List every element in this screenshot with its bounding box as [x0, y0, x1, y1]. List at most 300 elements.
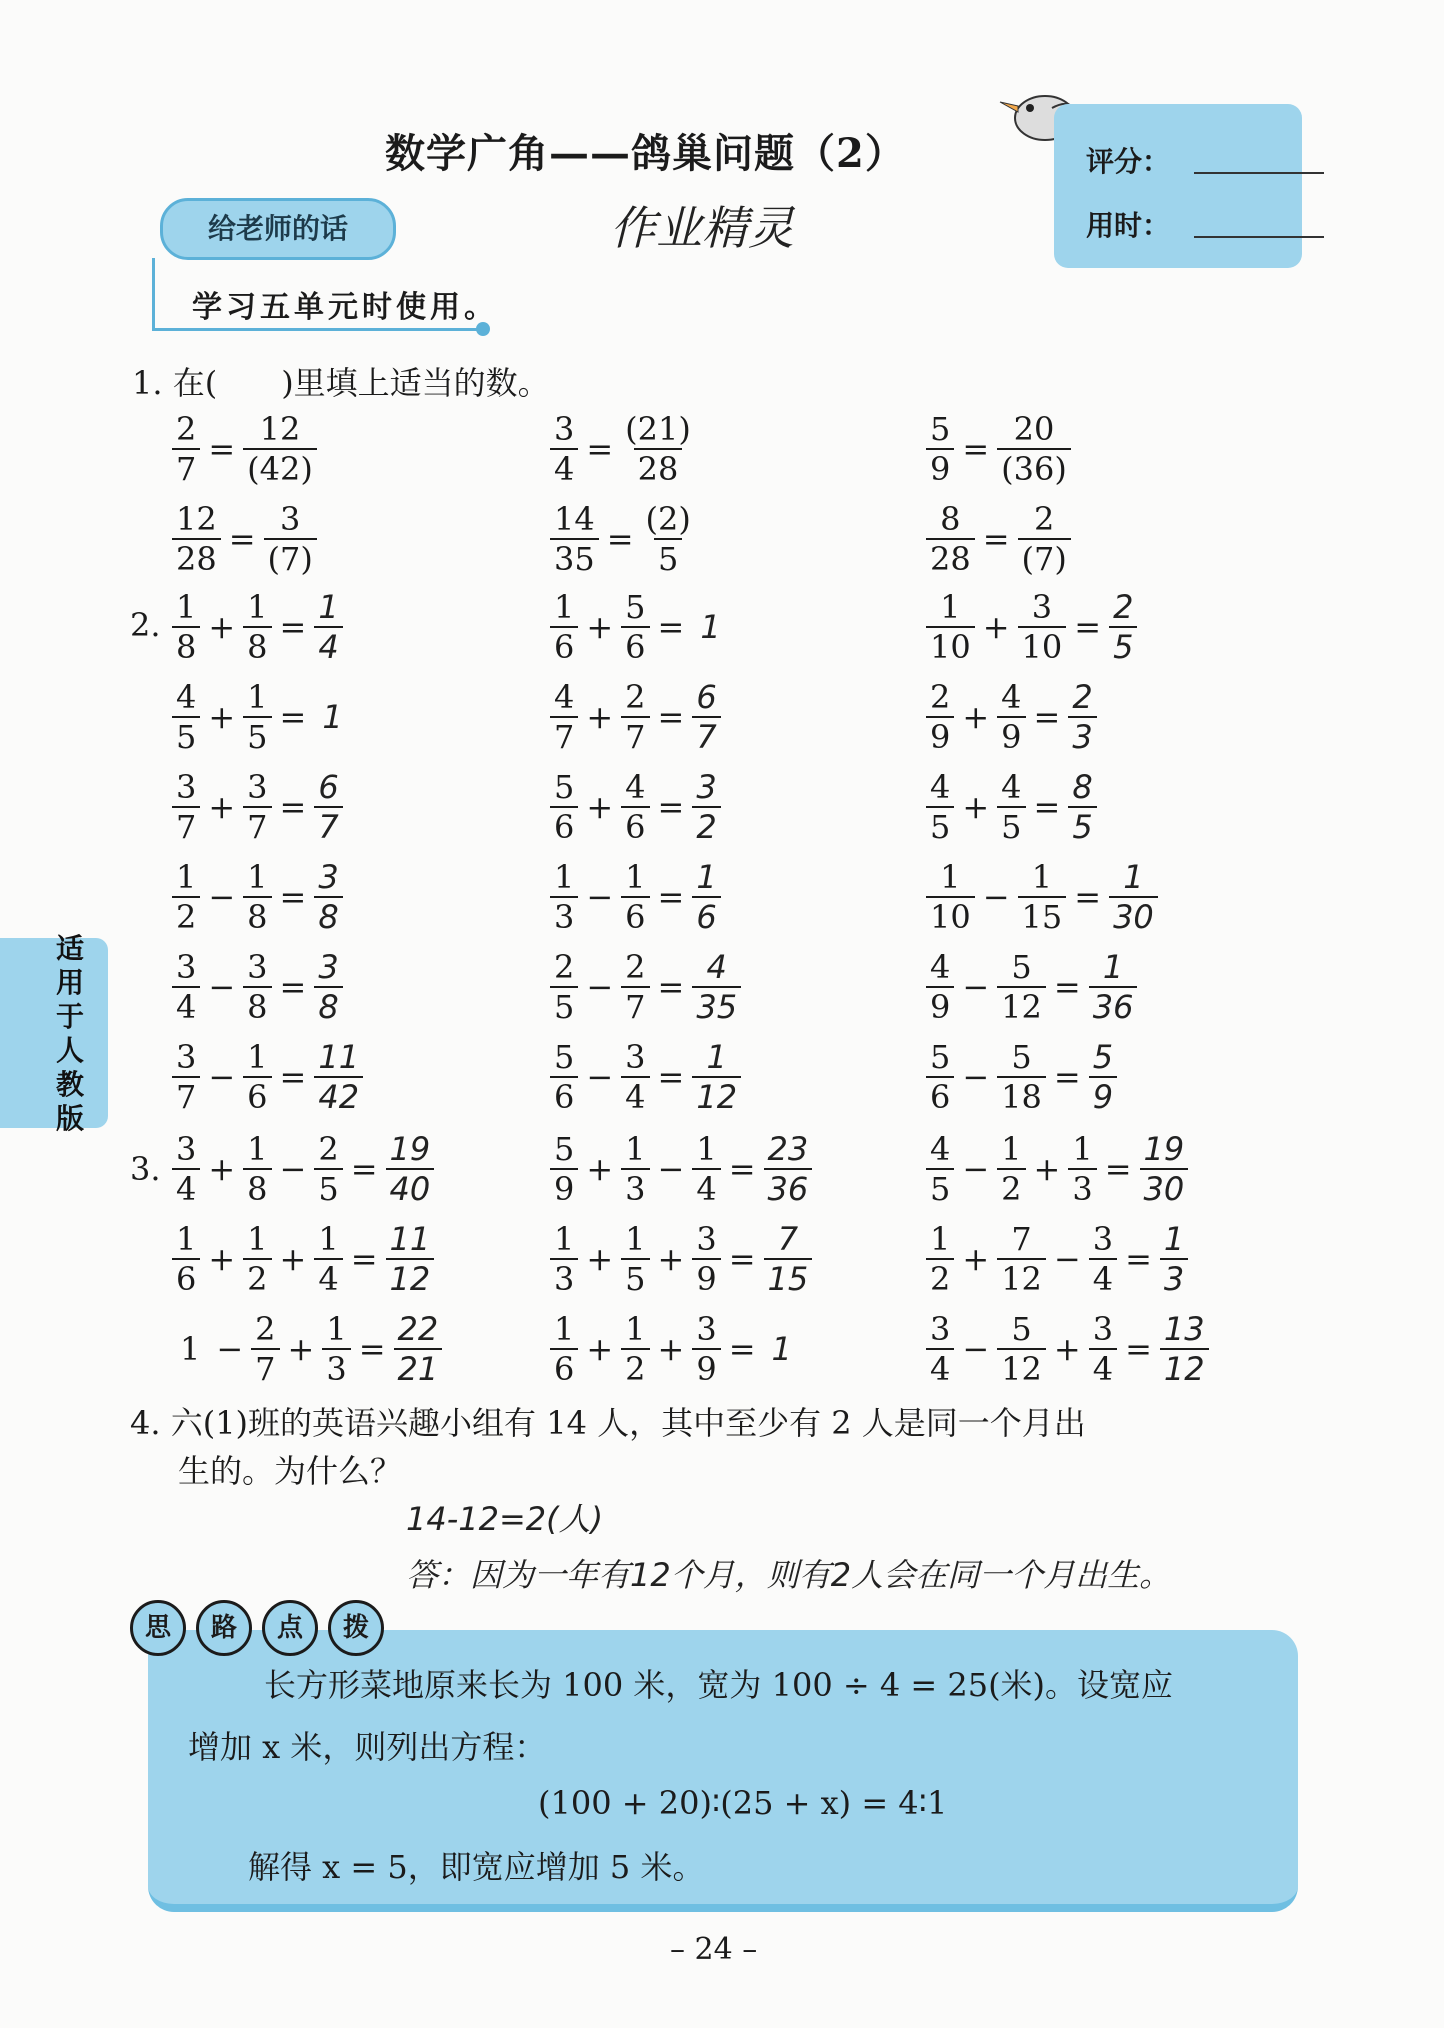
q3-item: [926, 1130, 1188, 1210]
numerator: 4: [625, 768, 646, 806]
equals-sign: =: [1033, 788, 1061, 826]
denominator: 7: [172, 1076, 200, 1116]
numerator: 4: [930, 1130, 951, 1168]
numerator: 19: [1143, 1130, 1185, 1168]
denominator: 7: [621, 716, 649, 756]
numerator: 7: [1011, 1220, 1032, 1258]
denominator: 6: [621, 896, 649, 936]
denominator: 5: [997, 806, 1025, 846]
denominator: 18: [997, 1076, 1046, 1116]
equals-sign: =: [982, 520, 1010, 558]
answer: [692, 678, 720, 756]
operand-b: [997, 768, 1025, 846]
operand-a: [926, 948, 954, 1026]
operand-a: [172, 948, 200, 1026]
equals-sign: =: [657, 878, 685, 916]
numerator: 5: [625, 588, 646, 626]
numerator: 1: [176, 858, 197, 896]
denominator: 3: [1160, 1258, 1188, 1298]
score-field[interactable]: [1194, 142, 1324, 174]
operand-b: [621, 858, 649, 936]
q1-left-fraction: [172, 500, 221, 578]
term: [172, 1220, 200, 1298]
q2-item: [172, 948, 343, 1028]
numerator: 1: [696, 1130, 717, 1168]
q2-item: [550, 1038, 741, 1118]
q1-item: [926, 410, 1071, 490]
q1-item: [550, 410, 695, 490]
denominator: 7: [621, 986, 649, 1026]
q2-item: [172, 858, 343, 938]
numerator: 3: [318, 858, 339, 896]
term: 1: [180, 1330, 201, 1368]
numerator: 2: [176, 410, 197, 448]
q4-work: 14-12=2(人): [406, 1500, 604, 1538]
score-box: [1054, 104, 1302, 268]
operand-b: [243, 948, 271, 1026]
answer: [692, 768, 720, 846]
equals-sign: =: [279, 1058, 307, 1096]
answer: [692, 858, 720, 936]
numerator: (21): [625, 410, 691, 448]
operand-a: [550, 768, 578, 846]
denominator: 9: [926, 448, 954, 488]
term: [314, 1220, 342, 1298]
denominator: (42): [243, 448, 317, 488]
equals-sign: =: [1074, 608, 1102, 646]
operand-b: [243, 1038, 271, 1116]
denominator: 5: [314, 1168, 342, 1208]
denominator: 5: [550, 986, 578, 1026]
q3-item: [926, 1220, 1188, 1300]
operator: +: [208, 788, 236, 826]
operator: −: [586, 1058, 614, 1096]
numerator: 3: [176, 948, 197, 986]
operator: +: [208, 608, 236, 646]
denominator: 2: [172, 896, 200, 936]
term: +: [1053, 1330, 1081, 1368]
operand-b: [243, 588, 271, 666]
denominator: 35: [692, 986, 741, 1026]
denominator: (7): [1018, 538, 1071, 578]
term: [550, 1220, 578, 1298]
term: [926, 1220, 954, 1298]
handwritten-title: 作业精灵: [610, 201, 794, 255]
equals-sign: =: [657, 608, 685, 646]
numerator: 5: [1092, 1038, 1114, 1076]
operator: −: [208, 878, 236, 916]
denominator: 5: [1068, 806, 1096, 846]
term: [322, 1310, 350, 1388]
numerator: 1: [1072, 1130, 1093, 1168]
denominator: 6: [550, 626, 578, 666]
denominator: 2: [692, 806, 720, 846]
numerator: 4: [1001, 768, 1022, 806]
q1-right-fraction: [264, 500, 317, 578]
operator: −: [962, 968, 990, 1006]
denominator: 3: [550, 896, 578, 936]
term: +: [279, 1240, 307, 1278]
q2-item: [550, 948, 741, 1028]
equals-sign: =: [657, 968, 685, 1006]
numerator: 1: [318, 1220, 339, 1258]
answer: [1109, 858, 1158, 936]
equals-sign: =: [1074, 878, 1102, 916]
equals-sign: =: [228, 520, 256, 558]
teacher-note-text: 学习五单元时使用。: [192, 290, 498, 325]
denominator: 6: [621, 626, 649, 666]
equals-sign: =: [208, 430, 236, 468]
numerator: 8: [1072, 768, 1093, 806]
numerator: 2: [255, 1310, 276, 1348]
answer: [1140, 1130, 1189, 1208]
denominator: 2: [997, 1168, 1025, 1208]
term: [692, 1130, 720, 1208]
denominator: 10: [1018, 626, 1067, 666]
denominator: 6: [692, 896, 720, 936]
q1-left-fraction: [926, 500, 975, 578]
answer: 1: [771, 1330, 792, 1368]
term: +: [962, 1240, 990, 1278]
term: +: [586, 1330, 614, 1368]
answer: [314, 948, 342, 1026]
numerator: 1: [176, 588, 197, 626]
numerator: 2: [930, 678, 951, 716]
answer: [386, 1220, 435, 1298]
q3-item: [172, 1310, 442, 1390]
q3-item: [550, 1310, 800, 1390]
operator: +: [208, 698, 236, 736]
numerator: 1: [940, 858, 961, 896]
operand-b: [243, 678, 271, 756]
term: +: [208, 1240, 236, 1278]
denominator: 8: [172, 626, 200, 666]
tips-badge-4: 拨: [328, 1600, 384, 1656]
numerator: 3: [1031, 588, 1053, 626]
answer: [1068, 678, 1096, 756]
equals-sign: =: [279, 698, 307, 736]
operand-b: [997, 678, 1025, 756]
operand-a: [172, 858, 200, 936]
q1-item: [926, 500, 1071, 580]
numerator: 1: [1163, 1220, 1185, 1258]
operand-a: [550, 1038, 578, 1116]
denominator: 4: [926, 1348, 954, 1388]
term: +: [657, 1240, 685, 1278]
q4-answer: 答：因为一年有12个月，则有2人会在同一个月出生。: [406, 1556, 1172, 1594]
numerator: 3: [247, 768, 268, 806]
answer: [1068, 768, 1096, 846]
operator: +: [962, 698, 990, 736]
tips-badge-1: 思: [130, 1600, 186, 1656]
denominator: 35: [550, 538, 599, 578]
numerator: 3: [176, 1038, 197, 1076]
numerator: 1: [554, 1220, 575, 1258]
numerator: 1: [247, 588, 268, 626]
term: [621, 1130, 649, 1208]
equals-sign: =: [657, 1058, 685, 1096]
numerator: 3: [280, 500, 301, 538]
operand-a: [172, 678, 200, 756]
numerator: 2: [1113, 588, 1134, 626]
denominator: 9: [692, 1348, 720, 1388]
operator: +: [586, 608, 614, 646]
denominator: 6: [621, 806, 649, 846]
q2-item: [550, 678, 721, 758]
q2-item: [926, 948, 1137, 1028]
numerator: 4: [930, 768, 951, 806]
operator: −: [982, 878, 1010, 916]
note-divider-horizontal: [152, 328, 482, 331]
denominator: 9: [550, 1168, 578, 1208]
denominator: (36): [997, 448, 1071, 488]
q2-item: [926, 1038, 1117, 1118]
equals-sign: =: [728, 1240, 756, 1278]
denominator: 4: [172, 1168, 200, 1208]
denominator: 9: [1089, 1076, 1117, 1116]
numerator: 1: [247, 1038, 268, 1076]
equals-sign: =: [1033, 698, 1061, 736]
numerator: 7: [777, 1220, 799, 1258]
term: −: [962, 1150, 990, 1188]
q1-item: [550, 500, 695, 580]
q1-left-fraction: [926, 410, 954, 488]
denominator: 5: [1109, 626, 1137, 666]
time-field[interactable]: [1194, 206, 1324, 238]
operand-b: [621, 678, 649, 756]
answer: [692, 1038, 741, 1116]
teacher-note-tag: 给老师的话: [160, 198, 396, 260]
numerator: 2: [625, 948, 646, 986]
operator: +: [586, 698, 614, 736]
denominator: 7: [692, 716, 720, 756]
denominator: 3: [550, 1258, 578, 1298]
term: [550, 1310, 578, 1388]
q2-item: [172, 768, 343, 848]
operand-a: [172, 1038, 200, 1116]
denominator: 7: [172, 806, 200, 846]
numerator: 2: [1034, 500, 1055, 538]
numerator: 11: [318, 1038, 360, 1076]
denominator: 21: [394, 1348, 443, 1388]
term: +: [586, 1240, 614, 1278]
denominator: 4: [621, 1076, 649, 1116]
answer: 1: [700, 608, 721, 646]
tips-badges: [130, 1600, 394, 1656]
numerator: 1: [554, 858, 575, 896]
numerator: 13: [1163, 1310, 1205, 1348]
answer: [386, 1130, 435, 1208]
answer: [1089, 948, 1138, 1026]
equals-sign: =: [279, 968, 307, 1006]
numerator: 1: [940, 588, 961, 626]
denominator: 4: [1089, 1258, 1117, 1298]
operand-a: [926, 858, 975, 936]
operator: −: [208, 1058, 236, 1096]
denominator: 3: [1068, 1168, 1096, 1208]
operand-a: [172, 768, 200, 846]
term: [1089, 1310, 1117, 1388]
equals-sign: =: [358, 1330, 386, 1368]
q2-item: [172, 678, 351, 758]
denominator: 9: [926, 986, 954, 1026]
numerator: 1: [318, 588, 339, 626]
term: [314, 1130, 342, 1208]
q2-item: [550, 858, 721, 938]
equals-sign: =: [279, 608, 307, 646]
numerator: 4: [554, 678, 575, 716]
denominator: 5: [654, 538, 682, 578]
q2-item: [550, 768, 721, 848]
term: [172, 1130, 200, 1208]
operand-a: [926, 588, 975, 666]
q1-left-fraction: [550, 410, 578, 488]
numerator: 1: [696, 858, 717, 896]
term: [243, 1130, 271, 1208]
denominator: 5: [172, 716, 200, 756]
q2-item: [926, 858, 1158, 938]
denominator: 7: [172, 448, 200, 488]
denominator: 5: [926, 1168, 954, 1208]
operator: +: [962, 788, 990, 826]
q2-item: [926, 768, 1097, 848]
equals-sign: =: [657, 698, 685, 736]
answer: [314, 768, 342, 846]
operand-a: [550, 948, 578, 1026]
term: [550, 1130, 578, 1208]
term: −: [1053, 1240, 1081, 1278]
denominator: 7: [550, 716, 578, 756]
q3-item: [172, 1130, 434, 1210]
denominator: 7: [314, 806, 342, 846]
answer: [764, 1220, 813, 1298]
operator: −: [208, 968, 236, 1006]
denominator: 6: [243, 1076, 271, 1116]
equals-sign: =: [728, 1330, 756, 1368]
term: [251, 1310, 279, 1388]
equals-sign: =: [728, 1150, 756, 1188]
numerator: 1: [1123, 858, 1144, 896]
q1-item: [172, 500, 317, 580]
term: [692, 1310, 720, 1388]
numerator: 3: [176, 1130, 197, 1168]
numerator: 3: [1092, 1310, 1114, 1348]
denominator: 8: [243, 1168, 271, 1208]
operand-b: [621, 588, 649, 666]
denominator: 9: [692, 1258, 720, 1298]
note-divider: [152, 258, 155, 330]
term: −: [657, 1150, 685, 1188]
page-number: – 24 –: [670, 1932, 758, 1967]
answer: [394, 1310, 443, 1388]
numerator: 1: [554, 588, 575, 626]
operator: −: [586, 878, 614, 916]
term: [926, 1130, 954, 1208]
term: +: [208, 1150, 236, 1188]
operand-b: [243, 768, 271, 846]
tips-line2: 增加 x 米，则列出方程：: [188, 1728, 547, 1766]
denominator: 28: [634, 448, 683, 488]
tips-line1: 长方形菜地原来长为 100 米，宽为 100 ÷ 4 = 25(米)。设宽应: [264, 1666, 1174, 1704]
denominator: 28: [172, 538, 221, 578]
numerator: 3: [247, 948, 268, 986]
numerator: 1: [625, 1310, 646, 1348]
denominator: 12: [692, 1076, 741, 1116]
term: [692, 1220, 720, 1298]
numerator: 8: [940, 500, 961, 538]
operand-b: [621, 948, 649, 1026]
q1-label: 1. 在( )里填上适当的数。: [132, 364, 550, 402]
denominator: 15: [764, 1258, 813, 1298]
q2-label: 2.: [130, 606, 161, 644]
answer: 1: [322, 698, 343, 736]
numerator: 6: [696, 678, 717, 716]
numerator: 3: [318, 948, 339, 986]
denominator: 5: [621, 1258, 649, 1298]
denominator: 10: [926, 626, 975, 666]
q1-right-fraction: [243, 410, 317, 488]
denominator: 8: [243, 626, 271, 666]
q3-item: [172, 1220, 434, 1300]
q2-item: [926, 588, 1137, 668]
numerator: 5: [554, 768, 575, 806]
numerator: 1: [625, 1220, 646, 1258]
equals-sign: =: [657, 788, 685, 826]
denominator: 12: [1160, 1348, 1209, 1388]
term: −: [962, 1330, 990, 1368]
denominator: 30: [1140, 1168, 1189, 1208]
numerator: 1: [1102, 948, 1124, 986]
equals-sign: =: [586, 430, 614, 468]
denominator: 8: [314, 986, 342, 1026]
operand-a: [172, 588, 200, 666]
term: +: [657, 1330, 685, 1368]
operand-a: [550, 858, 578, 936]
equals-sign: =: [1053, 1058, 1081, 1096]
operand-b: [243, 858, 271, 936]
q1-right-fraction: [621, 410, 695, 488]
numerator: 14: [554, 500, 595, 538]
denominator: 7: [251, 1348, 279, 1388]
equals-sign: =: [279, 878, 307, 916]
numerator: 1: [625, 858, 646, 896]
denominator: 4: [550, 448, 578, 488]
answer: [764, 1130, 813, 1208]
term: −: [279, 1150, 307, 1188]
numerator: 4: [176, 678, 197, 716]
numerator: 3: [696, 1220, 717, 1258]
equals-sign: =: [606, 520, 634, 558]
tips-box: [148, 1630, 1298, 1912]
denominator: 42: [314, 1076, 363, 1116]
equals-sign: =: [279, 788, 307, 826]
q3-item: [550, 1130, 812, 1210]
term: [926, 1310, 954, 1388]
numerator: 1: [554, 1310, 575, 1348]
numerator: 1: [247, 1220, 268, 1258]
tips-line4: 解得 x = 5，即宽应增加 5 米。: [248, 1848, 705, 1886]
numerator: 22: [397, 1310, 439, 1348]
numerator: 5: [1011, 1038, 1032, 1076]
equals-sign: =: [1053, 968, 1081, 1006]
numerator: 3: [696, 768, 717, 806]
answer: [1109, 588, 1137, 666]
denominator: 6: [550, 1348, 578, 1388]
denominator: 40: [386, 1168, 435, 1208]
answer: [314, 1038, 363, 1116]
score-label: 评分：: [1086, 145, 1171, 178]
denominator: 6: [172, 1258, 200, 1298]
